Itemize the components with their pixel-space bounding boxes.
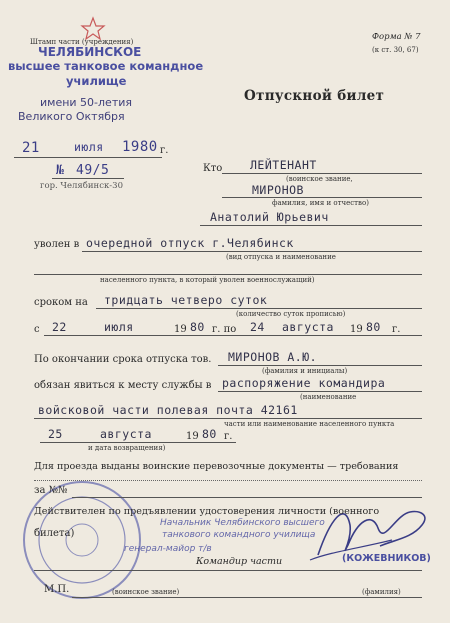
number-line — [52, 178, 124, 179]
form-number: Форма № 7 — [372, 32, 421, 42]
term-label: сроком на — [34, 297, 88, 308]
given-names-line — [200, 225, 422, 226]
given-names-value: Анатолий Юрьевич — [210, 210, 329, 224]
rank-bottom-caption: (воинское звание) — [112, 588, 180, 596]
to-year-suffix: г. — [392, 324, 401, 335]
from-month: июля — [104, 320, 134, 334]
end-label: По окончании срока отпуска тов. — [34, 354, 212, 365]
to-year-prefix: 19 — [350, 324, 363, 335]
commander-signature — [318, 512, 425, 555]
red-star-icon — [82, 18, 104, 39]
leave-value: очередной отпуск г.Челябинск — [86, 236, 294, 250]
return-month: августа — [100, 427, 152, 441]
end-line — [218, 365, 422, 366]
stamp-line-3: училище — [66, 74, 127, 88]
report-label: обязан явиться к месту службы в — [34, 380, 212, 391]
stamp-line-1: ЧЕЛЯБИНСКОЕ — [38, 45, 142, 59]
document-title: Отпускной билет — [244, 88, 385, 104]
from-label: с — [34, 324, 40, 335]
from-year-suffix: г. по — [212, 324, 237, 335]
surname-line — [222, 197, 422, 198]
transport-number-label: за №№ — [34, 485, 68, 496]
valid-text-line-1: Действителен по предъявлении удостоверения личности (военного — [34, 506, 380, 517]
unit-caption: части или наименование населенного пункта — [224, 420, 395, 428]
stamp-line-4: имени 50-летия — [40, 96, 132, 109]
return-year-suffix: г. — [224, 431, 233, 442]
stamp-caption: Штамп части (учреждения) — [30, 38, 134, 46]
report-line — [218, 391, 422, 392]
stamp-line-5: Великого Октября — [18, 110, 125, 123]
term-line — [96, 308, 422, 309]
leave-caption: (вид отпуска и наименование — [226, 253, 336, 261]
surname-value: МИРОНОВ — [252, 183, 304, 197]
signature-name: (КОЖЕВНИКОВ) — [342, 553, 431, 564]
rank-line — [222, 173, 422, 174]
from-year: 80 — [190, 320, 205, 334]
signature-stamp-line-1: Начальник Челябинского высшего — [160, 518, 325, 528]
signature-stamp-line-3: генерал-майор т/в — [124, 544, 212, 554]
return-year-prefix: 19 — [186, 431, 199, 442]
report-caption: (наименование — [300, 393, 357, 401]
transport-number-line — [72, 497, 422, 498]
signature-line — [34, 570, 422, 571]
seal-place-label: М.П. — [44, 584, 70, 595]
issue-month: июля — [74, 140, 104, 154]
settlement-line — [34, 274, 422, 275]
rank-caption: (воинское звание, — [286, 175, 353, 183]
term-value: тридцать четверо суток — [104, 293, 268, 307]
leave-label: уволен в — [34, 239, 80, 250]
number-label: № — [56, 163, 65, 178]
report-value: распоряжение командира — [222, 376, 386, 390]
from-day: 22 — [52, 320, 67, 334]
unit-value: войсковой части полевая почта 42161 — [38, 403, 298, 417]
valid-text-line-2: билета) — [34, 528, 75, 539]
return-line — [40, 442, 236, 443]
issue-city: гор. Челябинск-30 — [40, 181, 123, 191]
bottom-line — [72, 597, 422, 598]
return-year: 80 — [202, 427, 217, 441]
issue-year-suffix: г. — [160, 145, 169, 156]
who-label: Кто — [203, 163, 223, 174]
issue-date-line — [14, 157, 162, 158]
commander-caption: Командир части — [196, 556, 283, 567]
end-caption: (фамилия и инициалы) — [262, 367, 348, 375]
term-caption: (количество суток прописью) — [236, 310, 346, 318]
stamp-line-2: высшее танковое командное — [8, 59, 204, 73]
number-value: 49/5 — [76, 163, 110, 178]
unit-line — [34, 418, 422, 419]
transport-line — [34, 480, 422, 481]
signature-stamp-line-2: танкового командного училища — [162, 530, 316, 540]
surname-bottom-caption: (фамилия) — [362, 588, 401, 596]
dates-line — [44, 335, 422, 336]
to-month: августа — [282, 320, 334, 334]
to-year: 80 — [366, 320, 381, 334]
leave-line — [82, 251, 422, 252]
issue-day: 21 — [22, 140, 40, 156]
round-seal — [24, 482, 140, 598]
from-year-prefix: 19 — [174, 324, 187, 335]
issue-year: 1980 — [122, 139, 158, 155]
transport-text: Для проезда выданы воинские перевозочные документы — требования — [34, 461, 399, 472]
form-reference: (к ст. 30, 67) — [372, 46, 419, 54]
rank-value: ЛЕЙТЕНАНТ — [250, 158, 317, 172]
return-caption: и дата возвращения) — [88, 444, 166, 452]
return-day: 25 — [48, 427, 63, 441]
end-value: МИРОНОВ А.Ю. — [228, 350, 318, 364]
to-day: 24 — [250, 320, 265, 334]
name-caption: фамилия, имя и отчество) — [272, 199, 369, 207]
settlement-caption: населенного пункта, в который уволен военнослужащий) — [100, 276, 315, 284]
